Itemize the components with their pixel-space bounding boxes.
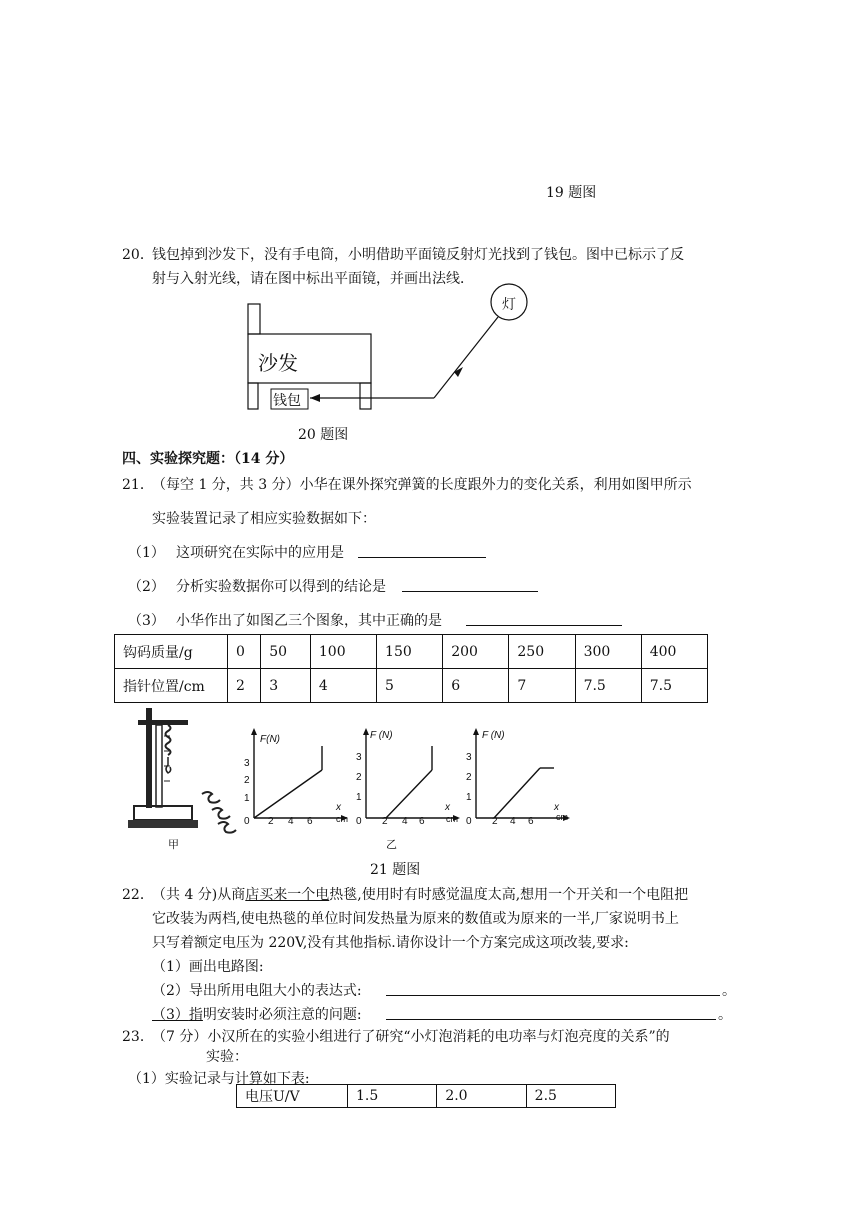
table-cell: 2.0 bbox=[437, 1085, 526, 1108]
table-cell: 0 bbox=[228, 635, 261, 669]
graph-3-xtick: 6 bbox=[528, 816, 534, 827]
spring-apparatus bbox=[124, 706, 239, 848]
graph-2-xtick: 4 bbox=[402, 816, 408, 827]
graph-3-xtick: 0 bbox=[466, 816, 472, 827]
graph-2-xtick: 0 bbox=[356, 816, 362, 827]
q19-caption: 19 题图 bbox=[546, 185, 597, 201]
graph-1-xtick: 6 bbox=[307, 816, 313, 827]
graph-1-xlabel: x bbox=[336, 802, 341, 813]
q20-line2: 射与入射光线，请在图中标出平面镜，并画出法线． bbox=[152, 271, 474, 287]
graph-2-xunit: cm bbox=[446, 814, 458, 824]
incident-arrow bbox=[454, 367, 463, 377]
graph-3-ytick: 1 bbox=[466, 792, 472, 803]
graph-3-ylabel: F (N) bbox=[482, 730, 505, 741]
q22-sub2-end: 。 bbox=[722, 983, 736, 999]
q22-sub3-end: 。 bbox=[718, 1007, 732, 1023]
sofa-label: 沙发 bbox=[258, 351, 298, 375]
table-cell: 1.5 bbox=[348, 1085, 437, 1108]
q21-sub2-num: （2） bbox=[128, 579, 165, 595]
q21-sub2-text: 分析实验数据你可以得到的结论是 bbox=[176, 579, 386, 595]
graph-1-ytick: 2 bbox=[244, 775, 250, 786]
table-cell: 2.5 bbox=[526, 1085, 615, 1108]
q22-sub3-b: 指 bbox=[188, 1007, 203, 1023]
lamp-label: 灯 bbox=[502, 297, 516, 313]
graph-2-ytick: 2 bbox=[356, 772, 362, 783]
reflected-arrow bbox=[310, 394, 320, 402]
graph-2-xtick: 2 bbox=[382, 816, 388, 827]
q22-sub2: （2）导出所用电阻大小的表达式: bbox=[152, 983, 362, 999]
q21-line2: 实验装置记录了相应实验数据如下： bbox=[152, 511, 376, 527]
q21-sub1-text: 这项研究在实际中的应用是 bbox=[176, 545, 344, 561]
q22-sub3 bbox=[134, 1004, 362, 1024]
graph-1-ytick: 3 bbox=[244, 758, 250, 769]
table-cell: 50 bbox=[261, 635, 311, 669]
table-cell: 400 bbox=[641, 635, 707, 669]
q23-sub1: （1）实验记录与计算如下表: bbox=[128, 1071, 310, 1087]
q22-line1-a: （共 4 分)从商 bbox=[152, 887, 246, 903]
q22-sub3-c: 明安装时必须注意的问题: bbox=[202, 1007, 362, 1023]
table-cell: 150 bbox=[377, 635, 443, 669]
q22-line3: 只写着额定电压为 220V,没有其他指标.请你设计一个方案完成这项改装,要求: bbox=[152, 935, 629, 951]
graph-1-ylabel: F(N) bbox=[260, 734, 280, 745]
graph-3-xtick: 4 bbox=[510, 816, 516, 827]
q22-sub3-blank[interactable] bbox=[386, 1004, 716, 1020]
graph-1-ytick: 1 bbox=[244, 793, 250, 804]
graph-2-ytick: 1 bbox=[356, 792, 362, 803]
table-cell: 2 bbox=[228, 669, 261, 703]
sofa-leg-right bbox=[360, 383, 371, 409]
graphs-label: 乙 bbox=[386, 838, 397, 851]
graph-3-xtick: 2 bbox=[492, 816, 498, 827]
graph-1-xtick: 0 bbox=[244, 816, 250, 827]
wallet-label: 钱包 bbox=[273, 393, 301, 409]
q22-sub2-blank[interactable] bbox=[386, 980, 720, 996]
table-row bbox=[237, 1085, 616, 1108]
graph-2-ytick: 3 bbox=[356, 752, 362, 763]
q23-table bbox=[236, 1084, 616, 1108]
table-cell: 4 bbox=[310, 669, 376, 703]
table-row-header: 电压U/V bbox=[237, 1085, 348, 1108]
q21-sub3-num: （3） bbox=[128, 613, 165, 629]
q21-table bbox=[114, 634, 708, 703]
sofa-leg-left bbox=[248, 383, 258, 409]
q21-sub1-num: （1） bbox=[128, 545, 165, 561]
section4-title: 四、实验探究题：（14 分） bbox=[122, 451, 294, 467]
q22-sub3-a: （3） bbox=[152, 1007, 189, 1023]
table-cell: 7.5 bbox=[641, 669, 707, 703]
q22-sub1: （1）画出电路图: bbox=[152, 959, 264, 975]
graph-2-xtick: 6 bbox=[419, 816, 425, 827]
graph-1-xtick: 4 bbox=[288, 816, 294, 827]
graph-3-xunit: cm bbox=[556, 812, 568, 822]
table-row bbox=[115, 635, 708, 669]
q22-line1-b: 店买来一个电 bbox=[245, 887, 330, 903]
table-cell: 7 bbox=[509, 669, 575, 703]
q21-sub2-blank[interactable] bbox=[402, 576, 538, 592]
q22-number: 22． bbox=[122, 887, 154, 903]
table-cell: 7.5 bbox=[575, 669, 641, 703]
sofa-back bbox=[248, 304, 260, 334]
graph-1-xtick: 2 bbox=[268, 816, 274, 827]
q23-line1: （7 分）小汉所在的实验小组进行了研究“小灯泡消耗的电功率与灯泡亮度的关系”的 bbox=[152, 1029, 670, 1045]
table-cell: 250 bbox=[509, 635, 575, 669]
graph-2-ylabel: F (N) bbox=[370, 730, 393, 741]
q23-line2: 实验： bbox=[206, 1049, 248, 1065]
incident-ray bbox=[434, 317, 498, 398]
q20-caption: 20 题图 bbox=[298, 427, 349, 443]
apparatus-label: 甲 bbox=[168, 838, 179, 851]
q20-line1: 钱包掉到沙发下，没有手电筒，小明借助平面镜反射灯光找到了钱包。图中已标示了反 bbox=[152, 247, 684, 263]
table-row-header: 指针位置/cm bbox=[115, 669, 228, 703]
table-cell: 5 bbox=[377, 669, 443, 703]
graph-3-ytick: 3 bbox=[466, 752, 472, 763]
q23-number: 23． bbox=[122, 1029, 154, 1045]
q20-number: 20． bbox=[122, 247, 154, 263]
table-cell: 200 bbox=[443, 635, 509, 669]
table-row-header: 钩码质量/g bbox=[115, 635, 228, 669]
q21-line1: （每空 1 分，共 3 分）小华在课外探究弹簧的长度跟外力的变化关系，利用如图甲所示 bbox=[152, 477, 692, 493]
table-cell: 300 bbox=[575, 635, 641, 669]
graph-1-xunit: cm bbox=[336, 814, 348, 824]
table-cell: 3 bbox=[261, 669, 311, 703]
q22-line1-c: 热毯,使用时有时感觉温度太高,想用一个开关和一个电阻把 bbox=[329, 887, 689, 903]
q21-sub1-blank[interactable] bbox=[358, 542, 486, 558]
table-cell: 100 bbox=[310, 635, 376, 669]
q22-line1 bbox=[152, 884, 688, 904]
table-row bbox=[115, 669, 708, 703]
q21-number: 21． bbox=[122, 477, 154, 493]
table-cell: 6 bbox=[443, 669, 509, 703]
q21-sub3-text: 小华作出了如图乙三个图象，其中正确的是 bbox=[176, 613, 442, 629]
q21-sub3-blank[interactable] bbox=[466, 610, 622, 626]
q21-caption: 21 题图 bbox=[370, 862, 421, 878]
graph-2-xlabel: x bbox=[445, 802, 450, 813]
graph-3-ytick: 2 bbox=[466, 772, 472, 783]
graph-3-xlabel: x bbox=[554, 802, 559, 813]
q22-line2: 它改装为两档,使电热毯的单位时间发热量为原来的数值或为原来的一半,厂家说明书上 bbox=[152, 911, 679, 927]
